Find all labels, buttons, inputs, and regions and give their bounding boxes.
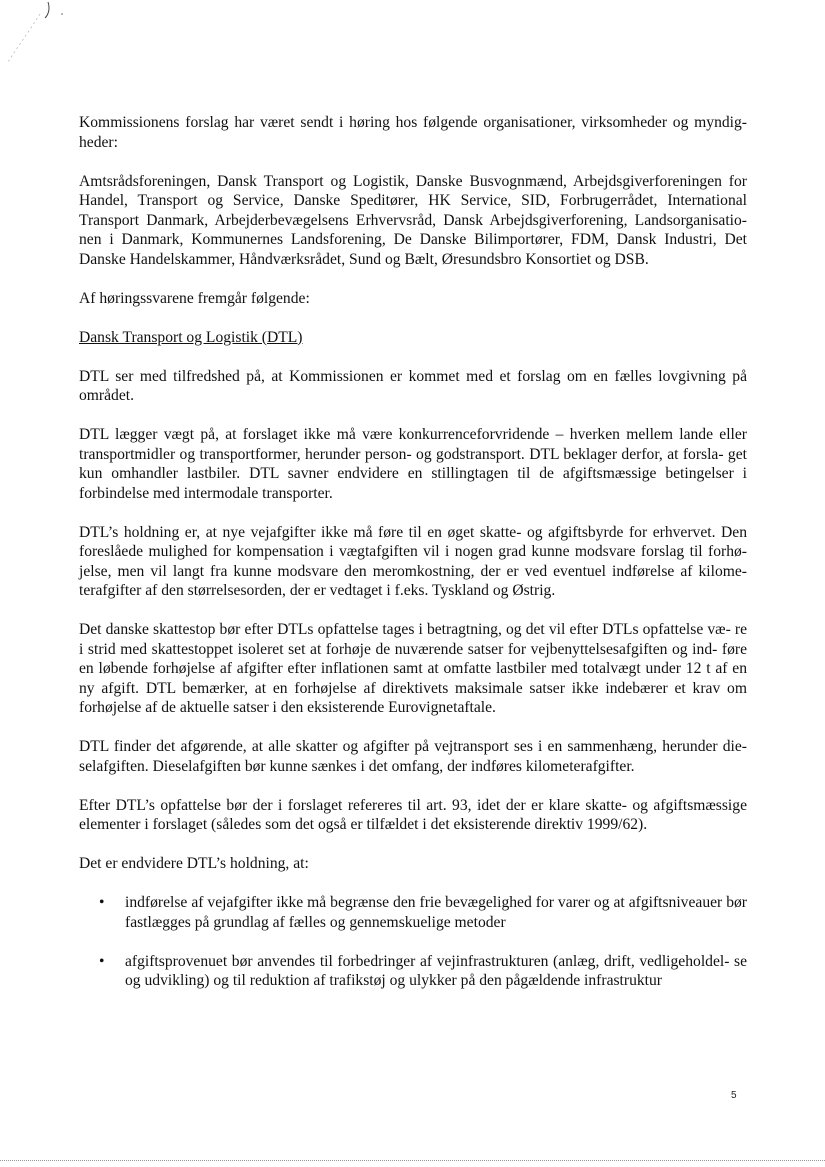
paragraph: DTL finder det afgørende, at alle skatter og afgifter på vejtransport ses i en sammenhæng, herunder die- selafgiften. Dieselafgiften bør kunne sænkes i det omfang, der indføres kilometerafgifter.	[79, 738, 747, 775]
page-number: 5	[731, 1090, 737, 1101]
paragraph: DTL lægger vægt på, at forslaget ikke må være konkurrenceforvridende – hverken mellem lande eller transportmidler og transportformer, herunder person- og godstransport. DTL beklager derfor, at forsla- get kun omhandler lastbiler. DTL savner endvidere en stillingtagen til de afgiftsmæssige betingelser i forbindelse med intermodale transporter.	[79, 426, 747, 502]
intro-paragraph: Kommissionens forslag har været sendt i høring hos følgende organisationer, virksomheder og myndig- heder:	[79, 114, 747, 151]
scan-artifact-mark	[0, 0, 90, 80]
scan-bottom-edge	[0, 1160, 825, 1162]
document-body	[79, 113, 747, 1010]
paragraph: DTL ser med tilfredshed på, at Kommissionen er kommet med et forslag om en fælles lovgivning på området.	[79, 367, 747, 404]
bullet-icon: •	[99, 894, 105, 911]
list-item	[79, 893, 747, 932]
paragraph: Efter DTL’s opfattelse bør der i forslaget refereres til art. 93, idet der er klare skatte- og afgiftsmæssige elementer i forslaget (således som det også er tilfældet i det eksisterende direktiv 1999/62).	[79, 796, 747, 833]
list-item-text: afgiftsprovenuet bør anvendes til forbedringer af vejinfrastrukturen (anlæg, drift, vedligeholdel- se og udvikling) og til reduktion af trafikstøj og ulykker på den pågældende infrastruktur	[125, 952, 747, 989]
paragraph: DTL’s holdning er, at nye vejafgifter ikke må føre til en øget skatte- og afgiftsbyrde for erhvervet. Den foreslåede mulighed for kompensation i vægtafgiften vil i nogen grad kunne modsvare forslag til forhø- jelse, men vil langt fra kunne modsvare den meromkostning, der er ved eventuel indførelse af kilome- terafgifter af den størrelsesorden, der er vedtaget i f.eks. Tyskland og Østrig.	[79, 523, 747, 599]
list-item	[79, 952, 747, 991]
list-item-text: indførelse af vejafgifter ikke må begrænse den frie bevægelighed for varer og at afgiftsniveauer bør fastlægges på grundlag af fælles og gennemskuelige metoder	[125, 894, 747, 931]
bullet-list	[79, 893, 747, 991]
organisations-paragraph: Amtsrådsforeningen, Dansk Transport og Logistik, Danske Busvognmænd, Arbejdsgiverforeningen for Handel, Transport og Service, Danske Speditører, HK Service, SID, Forbrugerrådet, International Transport Danmark, Arbejderbevægelsens Erhvervsråd, Dansk Arbejdsgiverforening, Landsorganisatio- nen i Danmark, Kommunernes Landsforening, De Danske Bilimportører, FDM, Dansk Industri, Det Danske Handelskammer, Håndværksrådet, Sund og Bælt, Øresundsbro Konsortiet og DSB.	[79, 172, 747, 268]
paragraph: Det danske skattestop bør efter DTLs opfattelse tages i betragtning, og det vil efter DTLs opfattelse væ- re i strid med skattestoppet isoleret set at forhøje de nuværende satser for vejbenyttelsesafgiften og ind- føre en løbende forhøjelse af afgifter efter inflationen samt at omfatte lastbiler med totalvægt under 12 t af en ny afgift. DTL bemærker, at en forhøjelse af direktivets maksimale satser ikke indebærer et krav om forhøjelse af de aktuelle satser i den eksisterende Eurovignetaftale.	[79, 621, 747, 716]
bullet-icon: •	[99, 952, 105, 970]
responses-intro: Af høringssvarene fremgår følgende:	[79, 289, 310, 307]
paragraph: Det er endvidere DTL’s holdning, at:	[79, 855, 309, 872]
section-heading: Dansk Transport og Logistik (DTL)	[79, 328, 303, 346]
